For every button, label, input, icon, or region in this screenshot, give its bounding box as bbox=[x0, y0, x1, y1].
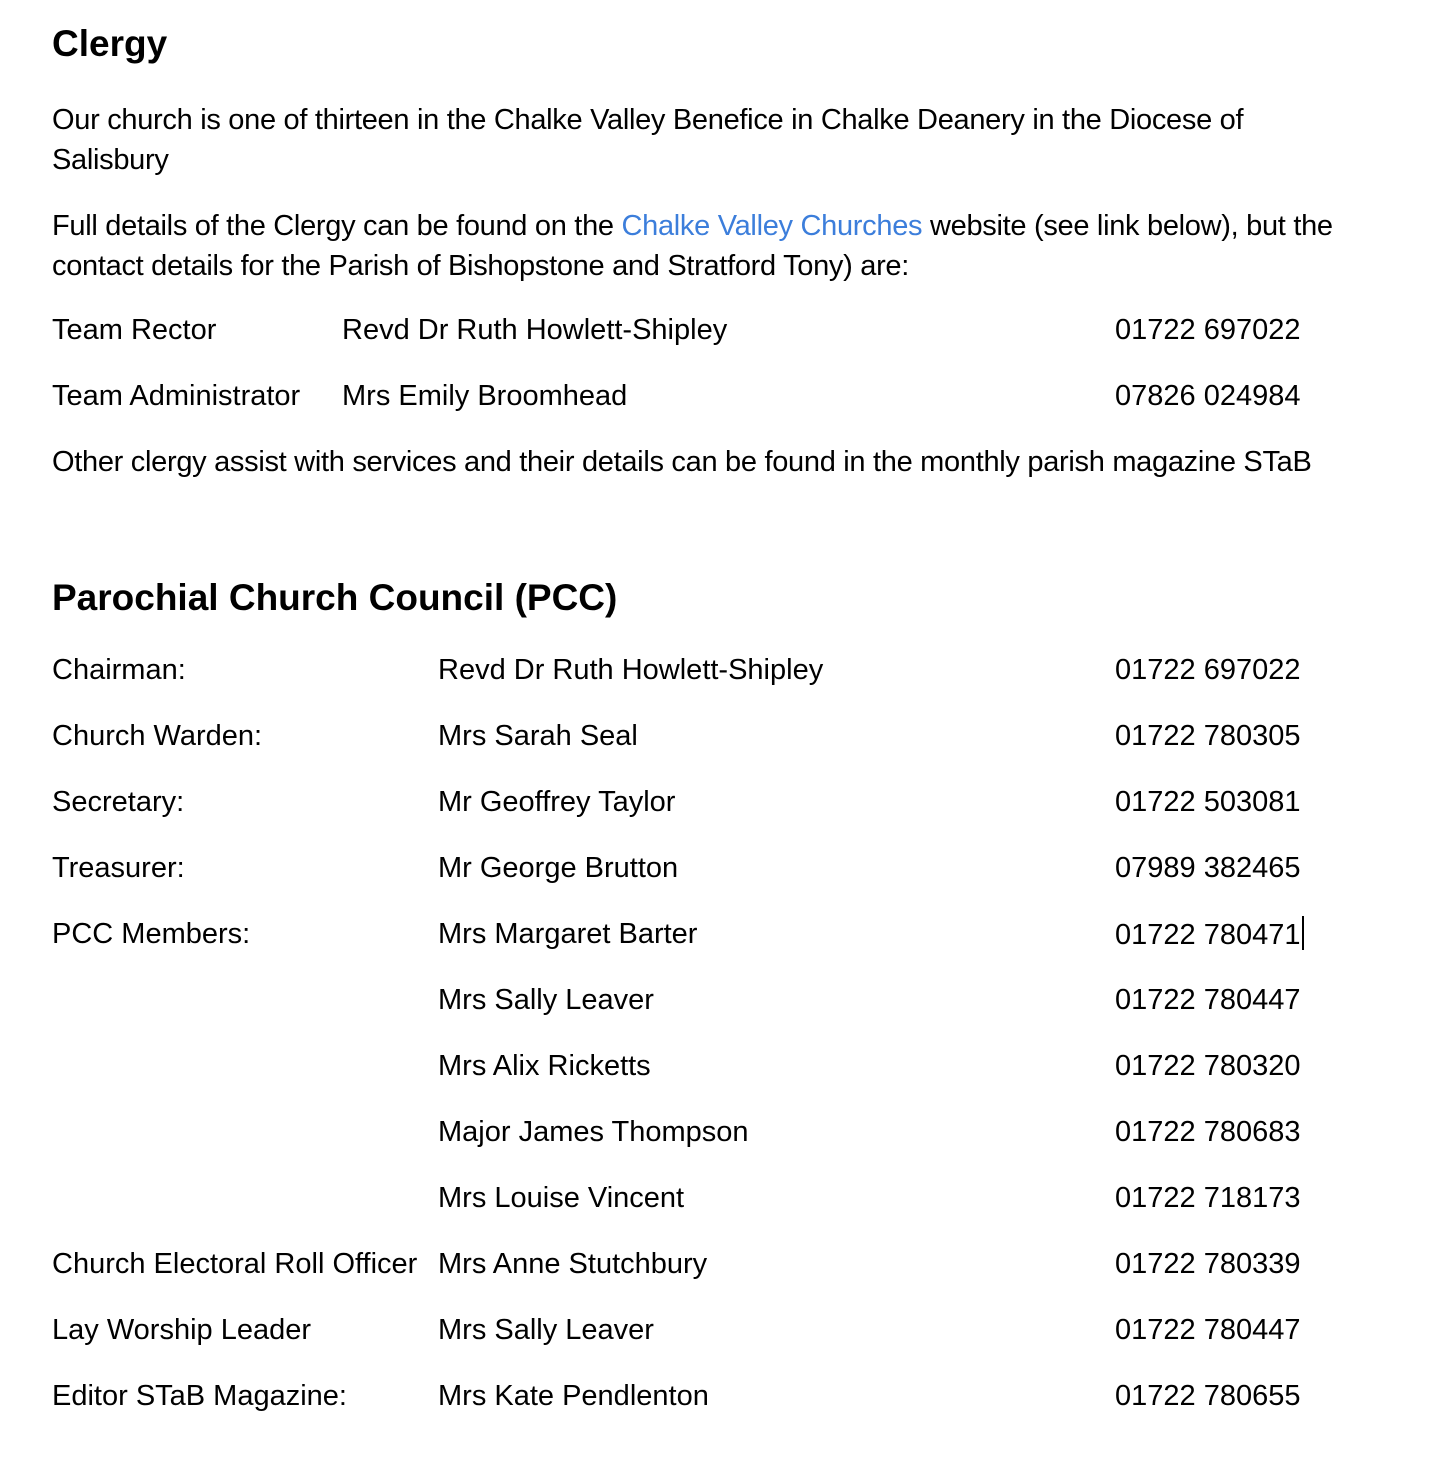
contact-phone-number: 01722 780471 bbox=[1115, 919, 1301, 951]
contact-phone-number: 01722 697022 bbox=[1115, 654, 1301, 686]
clergy-details-line-2: contact details for the Parish of Bishopstone and Stratford Tony) are: bbox=[52, 250, 910, 282]
clergy-details-after-link: website (see link below), but the bbox=[922, 210, 1333, 242]
contact-role: Treasurer: bbox=[52, 852, 185, 884]
contact-name: Revd Dr Ruth Howlett-Shipley bbox=[438, 654, 824, 686]
contact-phone bbox=[1115, 1114, 1444, 1150]
contact-row bbox=[52, 718, 1444, 784]
contact-name: Mrs Margaret Barter bbox=[438, 918, 698, 950]
contact-role: Church Electoral Roll Officer bbox=[52, 1248, 418, 1280]
contact-row bbox=[52, 1246, 1444, 1312]
contact-phone bbox=[1115, 1312, 1444, 1348]
contact-phone-number: 01722 780683 bbox=[1115, 1116, 1301, 1148]
contact-row bbox=[52, 1048, 1444, 1114]
contact-row bbox=[52, 784, 1444, 850]
clergy-details-line-1 bbox=[52, 206, 1444, 246]
contact-phone bbox=[1115, 850, 1444, 886]
contact-name: Mr George Brutton bbox=[438, 852, 679, 884]
contact-phone-number: 01722 780320 bbox=[1115, 1050, 1301, 1082]
contact-role: Lay Worship Leader bbox=[52, 1314, 312, 1346]
contact-phone bbox=[1115, 312, 1444, 348]
contact-phone bbox=[1115, 784, 1444, 820]
contact-phone-number: 01722 697022 bbox=[1115, 314, 1301, 346]
contact-row bbox=[52, 652, 1444, 718]
contact-phone-number: 01722 780447 bbox=[1115, 1314, 1301, 1346]
contact-phone bbox=[1115, 1378, 1444, 1414]
contact-role: Church Warden: bbox=[52, 720, 263, 752]
contact-phone bbox=[1115, 1180, 1444, 1216]
contact-phone bbox=[1115, 1246, 1444, 1282]
contact-name: Mrs Anne Stutchbury bbox=[438, 1248, 708, 1280]
contact-phone bbox=[1115, 916, 1444, 953]
contact-role: Team Administrator bbox=[52, 380, 301, 412]
contact-row bbox=[52, 312, 1444, 378]
contact-row bbox=[52, 378, 1444, 444]
contact-name: Mrs Emily Broomhead bbox=[342, 380, 628, 412]
contact-phone-number: 01722 780447 bbox=[1115, 984, 1301, 1016]
chalke-valley-churches-link[interactable]: Chalke Valley Churches bbox=[621, 210, 923, 242]
contact-name: Major James Thompson bbox=[438, 1116, 749, 1148]
contact-role: Chairman: bbox=[52, 654, 186, 686]
contact-name: Mrs Sally Leaver bbox=[438, 984, 654, 1016]
contact-phone-number: 07826 024984 bbox=[1115, 380, 1301, 412]
contact-row bbox=[52, 1312, 1444, 1378]
clergy-intro-line-2: Salisbury bbox=[52, 144, 169, 176]
contact-name: Mr Geoffrey Taylor bbox=[438, 786, 676, 818]
contact-phone bbox=[1115, 718, 1444, 754]
contact-phone-number: 07989 382465 bbox=[1115, 852, 1301, 884]
clergy-contacts-table bbox=[52, 312, 1444, 444]
contact-name: Mrs Kate Pendlenton bbox=[438, 1380, 709, 1412]
contact-name: Mrs Sarah Seal bbox=[438, 720, 638, 752]
contact-phone-number: 01722 718173 bbox=[1115, 1182, 1301, 1214]
contact-row bbox=[52, 982, 1444, 1048]
contact-phone-number: 01722 503081 bbox=[1115, 786, 1301, 818]
pcc-heading: Parochial Church Council (PCC) bbox=[52, 577, 618, 618]
contact-name: Mrs Sally Leaver bbox=[438, 1314, 654, 1346]
clergy-intro-paragraph bbox=[52, 100, 1444, 180]
contact-row bbox=[52, 916, 1444, 982]
contact-row bbox=[52, 1114, 1444, 1180]
contact-role: PCC Members: bbox=[52, 918, 251, 950]
pcc-contacts-table bbox=[52, 652, 1444, 1444]
contact-row bbox=[52, 1378, 1444, 1444]
text-cursor bbox=[1302, 916, 1304, 950]
contact-phone bbox=[1115, 378, 1444, 414]
clergy-details-paragraph bbox=[52, 206, 1444, 286]
contact-row bbox=[52, 1180, 1444, 1246]
contact-phone-number: 01722 780305 bbox=[1115, 720, 1301, 752]
clergy-heading: Clergy bbox=[52, 23, 168, 64]
contact-role: Secretary: bbox=[52, 786, 185, 818]
clergy-details-before-link: Full details of the Clergy can be found on the bbox=[52, 210, 622, 242]
contact-name: Revd Dr Ruth Howlett-Shipley bbox=[342, 314, 728, 346]
contact-phone bbox=[1115, 982, 1444, 1018]
clergy-note: Other clergy assist with services and their details can be found in the monthly parish magazine STaB bbox=[52, 446, 1312, 478]
clergy-intro-line-1: Our church is one of thirteen in the Chalke Valley Benefice in Chalke Deanery in the Diocese of bbox=[52, 104, 1244, 136]
contact-role: Editor STaB Magazine: bbox=[52, 1380, 347, 1412]
contact-name: Mrs Alix Ricketts bbox=[438, 1050, 651, 1082]
contact-phone bbox=[1115, 652, 1444, 688]
contact-phone-number: 01722 780339 bbox=[1115, 1248, 1301, 1280]
contact-phone-number: 01722 780655 bbox=[1115, 1380, 1301, 1412]
contact-name: Mrs Louise Vincent bbox=[438, 1182, 685, 1214]
contact-phone bbox=[1115, 1048, 1444, 1084]
contact-row bbox=[52, 850, 1444, 916]
contact-role: Team Rector bbox=[52, 314, 217, 346]
